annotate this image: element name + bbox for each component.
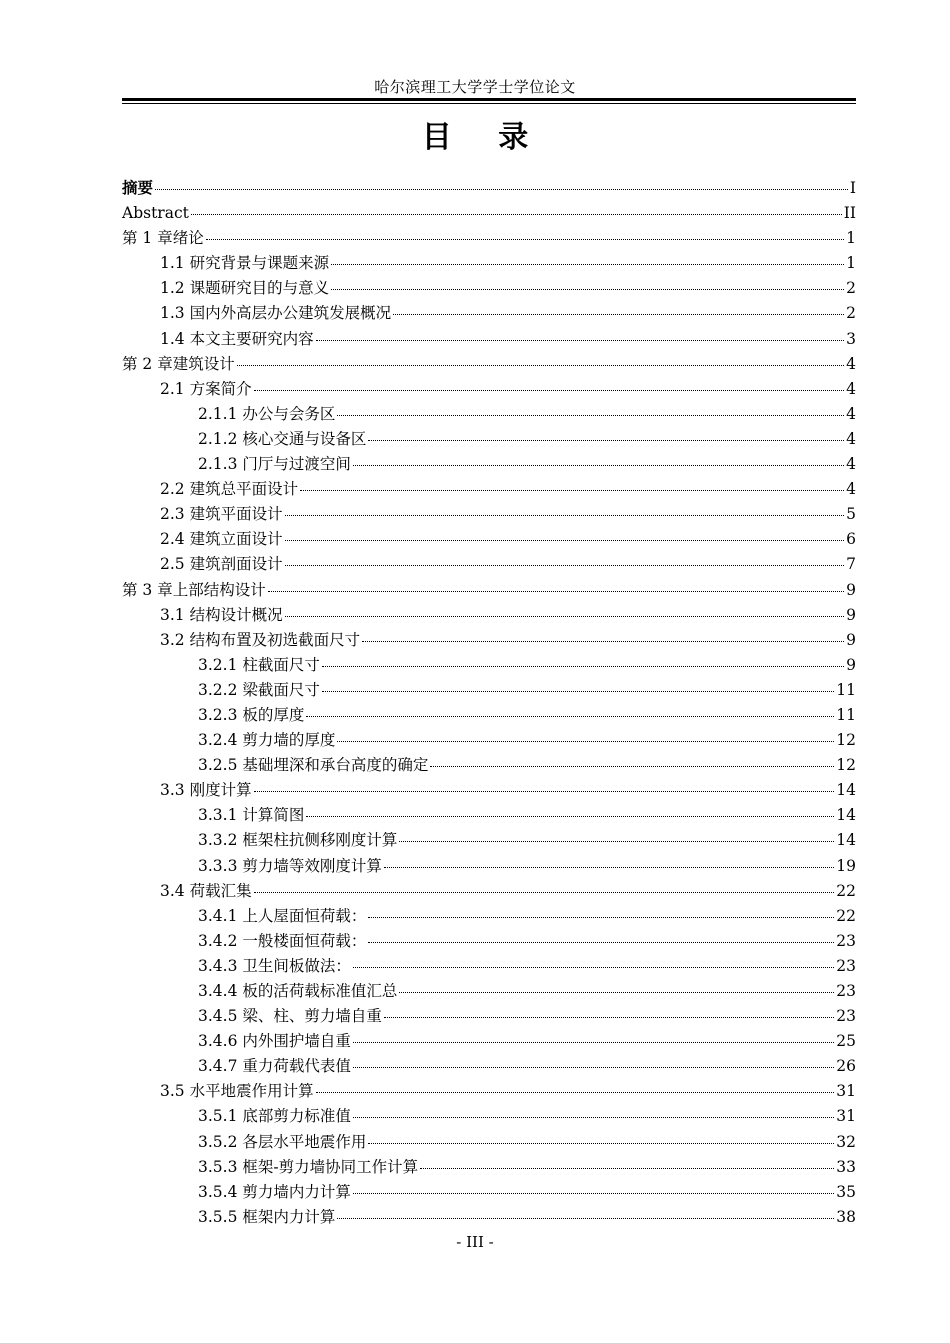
toc-entry-title: 2.5 建筑剖面设计 — [160, 555, 283, 574]
toc-entry-page: 25 — [836, 1032, 856, 1051]
dot-leader — [399, 840, 834, 842]
toc-entry-page: 6 — [846, 530, 856, 549]
toc-entry-page: 2 — [846, 304, 856, 323]
toc-entry-title: 3.5.4 剪力墙内力计算 — [198, 1182, 351, 1201]
toc-entry-title: 3.2.5 基础埋深和承台高度的确定 — [198, 756, 429, 775]
page-title: 目 录 — [421, 120, 547, 155]
toc-entry-page: 4 — [846, 455, 856, 474]
toc-entry-title: 3.4.7 重力荷载代表值 — [198, 1057, 351, 1076]
toc-entry-title: 1.3 国内外高层办公建筑发展概况 — [160, 304, 392, 323]
toc-entry-page: 5 — [846, 505, 856, 524]
toc-entry-page: 4 — [846, 404, 856, 423]
toc-entry-page: 35 — [836, 1182, 856, 1201]
toc-entry-title: 3.3 刚度计算 — [160, 781, 252, 800]
toc-entry-page: 4 — [846, 379, 856, 398]
dot-leader — [368, 439, 844, 441]
toc-entry-title: Abstract — [122, 204, 189, 223]
toc-entry[interactable] — [122, 1004, 856, 1029]
dot-leader — [191, 213, 842, 215]
toc-entry[interactable] — [122, 276, 856, 301]
dot-leader — [420, 1167, 834, 1169]
dot-leader — [306, 815, 834, 817]
toc-entry-page: 9 — [846, 630, 856, 649]
toc-entry[interactable] — [122, 527, 856, 552]
toc-entry-page: 3 — [846, 329, 856, 348]
toc-entry[interactable] — [122, 703, 856, 728]
dot-leader — [268, 590, 844, 592]
dot-leader — [353, 1041, 834, 1043]
toc-entry-page: 7 — [846, 555, 856, 574]
toc-entry-title: 3.4 荷载汇集 — [160, 881, 252, 900]
toc-entry-page: 22 — [836, 906, 856, 925]
toc-entry-page: 32 — [836, 1132, 856, 1151]
toc-entry[interactable] — [122, 904, 856, 929]
toc-entry-page: 23 — [836, 931, 856, 950]
toc-entry-page: 1 — [846, 254, 856, 273]
dot-leader — [337, 1217, 834, 1219]
dot-leader — [316, 339, 845, 341]
dot-leader — [368, 941, 834, 943]
toc-entry[interactable] — [122, 678, 856, 703]
toc-entry-page: 14 — [836, 831, 856, 850]
toc-entry-page: I — [849, 179, 856, 197]
dot-leader — [353, 1116, 834, 1118]
toc-entry-title: 2.4 建筑立面设计 — [160, 530, 283, 549]
toc-entry-page: 23 — [836, 982, 856, 1000]
toc-entry-title: 3.4.2 一般楼面恒荷载： — [198, 931, 367, 950]
toc-entry-page: II — [843, 204, 856, 223]
toc-entry[interactable] — [122, 603, 856, 628]
dot-leader — [206, 238, 844, 240]
dot-leader — [362, 640, 844, 642]
toc-entry-page: 14 — [836, 781, 856, 800]
toc-entry[interactable] — [122, 1180, 856, 1205]
dot-leader — [285, 615, 845, 617]
toc-entry[interactable] — [122, 402, 856, 427]
toc-entry[interactable] — [122, 578, 856, 603]
toc-entry-title: 2.2 建筑总平面设计 — [160, 480, 299, 499]
dot-leader — [353, 1066, 834, 1068]
toc-entry-title: 2.3 建筑平面设计 — [160, 505, 283, 524]
dot-leader — [300, 489, 844, 491]
toc-entry[interactable] — [122, 979, 856, 1004]
dot-leader — [353, 464, 844, 466]
toc-entry[interactable] — [122, 477, 856, 502]
toc-entry[interactable] — [122, 803, 856, 828]
toc-entry[interactable] — [122, 176, 856, 201]
toc-entry-title: 3.2 结构布置及初选截面尺寸 — [160, 630, 361, 649]
toc-entry[interactable] — [122, 728, 856, 753]
toc-entry-title: 3.4.1 上人屋面恒荷载： — [198, 906, 367, 925]
toc-entry-page: 4 — [846, 480, 856, 499]
dot-leader — [254, 891, 835, 893]
toc-entry-page: 33 — [836, 1157, 856, 1176]
toc-entry[interactable] — [122, 628, 856, 653]
dot-leader — [285, 564, 845, 566]
toc-entry-page: 14 — [836, 806, 856, 825]
dot-leader — [353, 1192, 834, 1194]
dot-leader — [331, 288, 844, 290]
toc-entry-title: 1.4 本文主要研究内容 — [160, 329, 314, 348]
toc-entry[interactable] — [122, 201, 856, 226]
toc-entry[interactable] — [122, 1104, 856, 1129]
dot-leader — [337, 414, 844, 416]
toc-entry[interactable] — [122, 929, 856, 954]
toc-entry-title: 3.5.3 框架-剪力墙协同工作计算 — [198, 1157, 419, 1176]
toc-entry[interactable] — [122, 352, 856, 377]
toc-entry-title: 2.1.1 办公与会务区 — [198, 404, 336, 423]
toc-entry-page: 11 — [836, 705, 856, 724]
running-header: 哈尔滨理工大学学士学位论文 — [374, 78, 576, 96]
dot-leader — [254, 389, 845, 391]
toc-entry[interactable] — [122, 301, 856, 326]
header-rule-thick — [122, 98, 856, 101]
toc-entry-page: 38 — [836, 1207, 856, 1226]
toc-entry-page: 23 — [836, 956, 856, 975]
toc-entry-title: 3.5 水平地震作用计算 — [160, 1082, 314, 1101]
header-rule-thin — [122, 103, 856, 104]
toc-entry[interactable] — [122, 427, 856, 452]
toc-entry-page: 9 — [846, 605, 856, 624]
toc-entry[interactable] — [122, 753, 856, 778]
toc-entry-title: 3.3.3 剪力墙等效刚度计算 — [198, 856, 382, 875]
toc-entry-title: 3.4.5 梁、柱、剪力墙自重 — [198, 1007, 382, 1026]
toc-entry[interactable] — [122, 1029, 856, 1054]
toc-entry-page: 31 — [836, 1082, 856, 1101]
toc-entry-page: 12 — [836, 731, 856, 750]
toc-entry-page: 9 — [846, 580, 856, 599]
dot-leader — [322, 690, 834, 692]
toc-entry-title: 3.2.3 板的厚度 — [198, 705, 305, 724]
toc-entry-title: 第 1 章绪论 — [122, 229, 204, 248]
dot-leader — [368, 1142, 834, 1144]
dot-leader — [285, 514, 845, 516]
toc-entry-title: 3.4.4 板的活荷载标准值汇总 — [198, 982, 398, 1000]
dot-leader — [430, 765, 834, 767]
dot-leader — [393, 313, 844, 315]
toc-entry[interactable] — [122, 954, 856, 979]
dot-leader — [254, 790, 835, 792]
dot-leader — [322, 665, 844, 667]
toc-entry[interactable] — [122, 1155, 856, 1180]
dot-leader — [306, 715, 834, 717]
toc-entry[interactable] — [122, 653, 856, 678]
toc-entry-page: 11 — [836, 680, 856, 699]
toc-entry[interactable] — [122, 854, 856, 879]
toc-entry-title: 3.5.5 框架内力计算 — [198, 1207, 336, 1226]
toc-entry-title: 3.2.4 剪力墙的厚度 — [198, 731, 336, 750]
toc-entry-title: 3.1 结构设计概况 — [160, 605, 283, 624]
toc-entry-title: 3.4.3 卫生间板做法： — [198, 956, 351, 975]
toc-entry-title: 3.3.1 计算简图 — [198, 806, 305, 825]
toc-entry-title: 1.1 研究背景与课题来源 — [160, 254, 330, 273]
toc-entry[interactable] — [122, 1054, 856, 1079]
dot-leader — [353, 966, 834, 968]
toc-entry[interactable] — [122, 327, 856, 352]
toc-entry-title: 第 3 章上部结构设计 — [122, 580, 266, 599]
toc-entry-title: 第 2 章建筑设计 — [122, 354, 235, 373]
toc-entry[interactable] — [122, 251, 856, 276]
toc-entry-title: 3.5.1 底部剪力标准值 — [198, 1107, 351, 1126]
toc-entry[interactable] — [122, 226, 856, 251]
toc-entry-page: 1 — [846, 229, 856, 248]
toc-entry-page: 31 — [836, 1107, 856, 1126]
toc-entry-title: 2.1.2 核心交通与设备区 — [198, 429, 367, 448]
toc-entry-title: 摘要 — [122, 179, 154, 197]
toc-entry[interactable] — [122, 502, 856, 527]
toc-entry[interactable] — [122, 879, 856, 904]
toc-entry[interactable] — [122, 778, 856, 803]
toc-entry-title: 3.2.2 梁截面尺寸 — [198, 680, 320, 699]
toc-entry-page: 4 — [846, 354, 856, 373]
toc-entry[interactable] — [122, 452, 856, 477]
dot-leader — [155, 188, 848, 190]
toc-entry-page: 9 — [846, 655, 856, 674]
toc-entry-page: 2 — [846, 279, 856, 298]
toc-entry[interactable] — [122, 1130, 856, 1155]
toc-entry-title: 3.3.2 框架柱抗侧移刚度计算 — [198, 831, 398, 850]
toc-entry-page: 12 — [836, 756, 856, 775]
toc-entry[interactable] — [122, 828, 856, 853]
toc-entry[interactable] — [122, 1079, 856, 1104]
toc-entry[interactable] — [122, 377, 856, 402]
dot-leader — [384, 866, 834, 868]
toc-entry-title: 2.1 方案简介 — [160, 379, 252, 398]
dot-leader — [337, 740, 834, 742]
toc-entry-page: 22 — [836, 881, 856, 900]
toc-entry-title: 1.2 课题研究目的与意义 — [160, 279, 330, 298]
toc-entry-title: 3.4.6 内外围护墙自重 — [198, 1032, 351, 1051]
table-of-contents — [122, 176, 856, 1230]
toc-entry-title: 3.5.2 各层水平地震作用 — [198, 1132, 367, 1151]
dot-leader — [384, 1016, 834, 1018]
dot-leader — [331, 263, 844, 265]
dot-leader — [368, 916, 834, 918]
dot-leader — [399, 991, 834, 993]
dot-leader — [316, 1091, 835, 1093]
toc-entry-title: 2.1.3 门厅与过渡空间 — [198, 455, 351, 474]
page-number: - III - — [456, 1233, 494, 1251]
toc-entry[interactable] — [122, 552, 856, 577]
toc-entry-page: 26 — [836, 1057, 856, 1076]
toc-entry-page: 4 — [846, 429, 856, 448]
toc-entry-page: 23 — [836, 1007, 856, 1026]
toc-entry[interactable] — [122, 1205, 856, 1230]
dot-leader — [237, 364, 844, 366]
toc-entry-page: 19 — [836, 856, 856, 875]
dot-leader — [285, 539, 845, 541]
toc-entry-title: 3.2.1 柱截面尺寸 — [198, 655, 320, 674]
